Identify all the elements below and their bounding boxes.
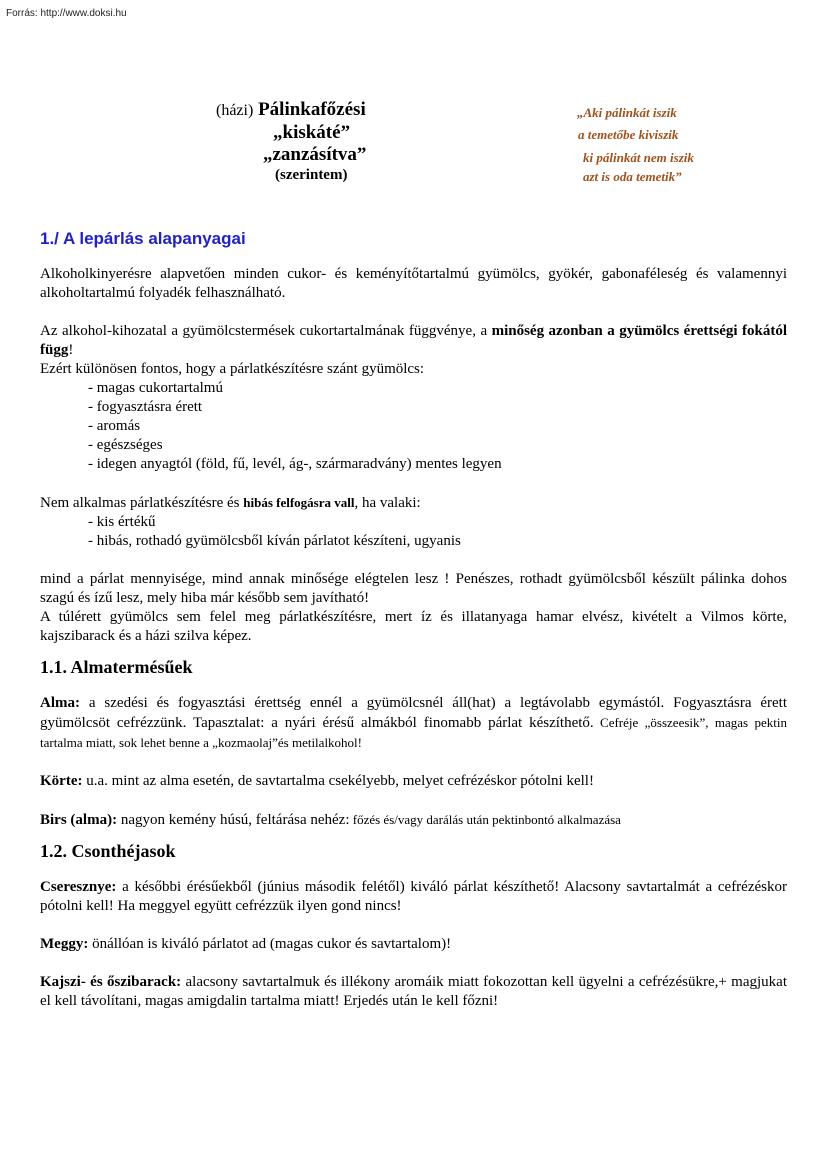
list-item: - idegen anyagtól (föld, fű, levél, ág-, szármaradvány) mentes legyen	[88, 456, 502, 472]
emphasis-text: hibás felfogásra vall	[243, 495, 355, 510]
paragraph-cseresznye	[40, 878, 787, 916]
source-url: Forrás: http://www.doksi.hu	[6, 8, 127, 19]
paragraph-birs	[40, 810, 787, 830]
paragraph-alcohol-yield	[40, 322, 787, 360]
text-run: Az alkohol-kihozatal a gyümölcstermések cukortartalmának függvénye, a	[40, 323, 492, 339]
text-run: , ha valaki:	[354, 495, 421, 511]
title-line-3: „zanzásítva”	[263, 144, 367, 165]
unsuitable-list	[40, 513, 787, 551]
text-run: önállóan is kiváló párlatot ad (magas cukor és savtartalom)!	[88, 936, 452, 952]
paragraph-not-suitable	[40, 493, 787, 513]
section-heading-1: 1./ A lepárlás alapanyagai	[40, 229, 246, 248]
term-label: Alma:	[40, 695, 80, 711]
title-line-2: „kiskáté”	[273, 122, 351, 143]
list-item: - magas cukortartalmú	[88, 380, 223, 396]
paragraph-overripe: A túlérett gyümölcs sem felel meg párlatkészítésre, mert íz és illatanyaga hamar elvész, kivételt a Vilmos körte, kajszibarack és a házi szilva képez.	[40, 609, 787, 644]
text-run: u.a. mint az alma esetén, de savtartalma csekélyebb, melyet cefrézéskor pótolni kell!	[82, 773, 594, 789]
text-run: a későbbi érésűekből (június második felétől) kiváló párlat készíthető! Alacsony savtartalmát a cefrézéskor pótolni kell! Ha meggyel együtt cefrézzük ilyen gond nincs!	[40, 879, 787, 914]
paragraph-meggy	[40, 935, 787, 954]
text-run: nagyon kemény húsú, feltárása nehéz:	[117, 812, 350, 828]
small-text: Cefréje „összeesik”, magas pektin tartalma miatt, sok lehet benne a „kozmaolaj”és metilalkohol!	[40, 715, 787, 750]
poem-line-1: „Aki pálinkát iszik	[577, 105, 677, 120]
term-label: Birs (alma):	[40, 812, 118, 828]
term-label: Meggy:	[40, 936, 89, 952]
poem-line-4: azt is oda temetik”	[583, 169, 682, 184]
paragraph-quality: mind a párlat mennyisége, mind annak minősége elégtelen lesz ! Penészes, rothadt gyümölcsből készült pálinka dohos szagú és ízű lesz, mely hiba már később sem javítható!	[40, 571, 787, 606]
section-heading-1-2: 1.2. Csonthéjasok	[40, 841, 176, 861]
section-heading-1-1: 1.1. Almatermésűek	[40, 657, 193, 677]
term-label: Körte:	[40, 773, 83, 789]
text-run: a szedési és fogyasztási érettség ennél a gyümölcsnél áll(hat) a legtávolabb egymástól. Fogyasztásra érett gyümölcsöt cefrézzünk. Tapasztalat: a nyári érésű almákból finomabb párlat készíthető.	[40, 695, 787, 731]
title-line-4: (szerintem)	[275, 167, 348, 183]
paragraph-raw-materials: Alkoholkinyerésre alapvetően minden cukor- és keményítőtartalmú gyümölcs, gyökér, gabonaféleség és valamennyi alkoholtartalmú folyadék felhasználható.	[40, 266, 787, 301]
term-label: Kajszi- és őszibarack:	[40, 974, 182, 990]
title-main: Pálinkafőzési	[258, 99, 366, 120]
list-item: - fogyasztásra érett	[88, 399, 203, 415]
small-text: főzés és/vagy darálás után pektinbontó alkalmazása	[349, 812, 621, 827]
paragraph-alma	[40, 694, 787, 753]
paragraph-korte	[40, 772, 787, 791]
list-item: - hibás, rothadó gyümölcsből kíván párlatot készíteni, ugyanis	[88, 533, 461, 549]
term-label: Cseresznye:	[40, 879, 117, 895]
list-item: - egészséges	[88, 437, 163, 453]
emphasis-text: minőség azonban a gyümölcs érettségi fokától függ	[40, 323, 787, 358]
title-line-1	[216, 99, 366, 121]
text-run: alacsony savtartalmuk és illékony aromáik miatt fokozottan kell ügyelni a cefrézésükre,+ magjukat el kell távolítani, magas amigdalin tartalma miatt! Erjedés után le kell főzni!	[40, 974, 787, 1009]
poem-line-3: ki pálinkát nem iszik	[583, 150, 694, 165]
list-item: - aromás	[88, 418, 141, 434]
poem-line-2: a temetőbe kiviszik	[578, 127, 679, 142]
paragraph-kajszi	[40, 973, 787, 1011]
document-body	[40, 224, 787, 1011]
title-prefix: (házi)	[216, 102, 254, 119]
text-run: !	[68, 342, 74, 358]
text-run: Nem alkalmas párlatkészítésre és	[40, 495, 244, 511]
criteria-list	[40, 379, 787, 474]
list-item: - kis értékű	[88, 514, 156, 530]
paragraph-criteria-intro: Ezért különösen fontos, hogy a párlatkészítésre szánt gyümölcs:	[40, 361, 425, 377]
